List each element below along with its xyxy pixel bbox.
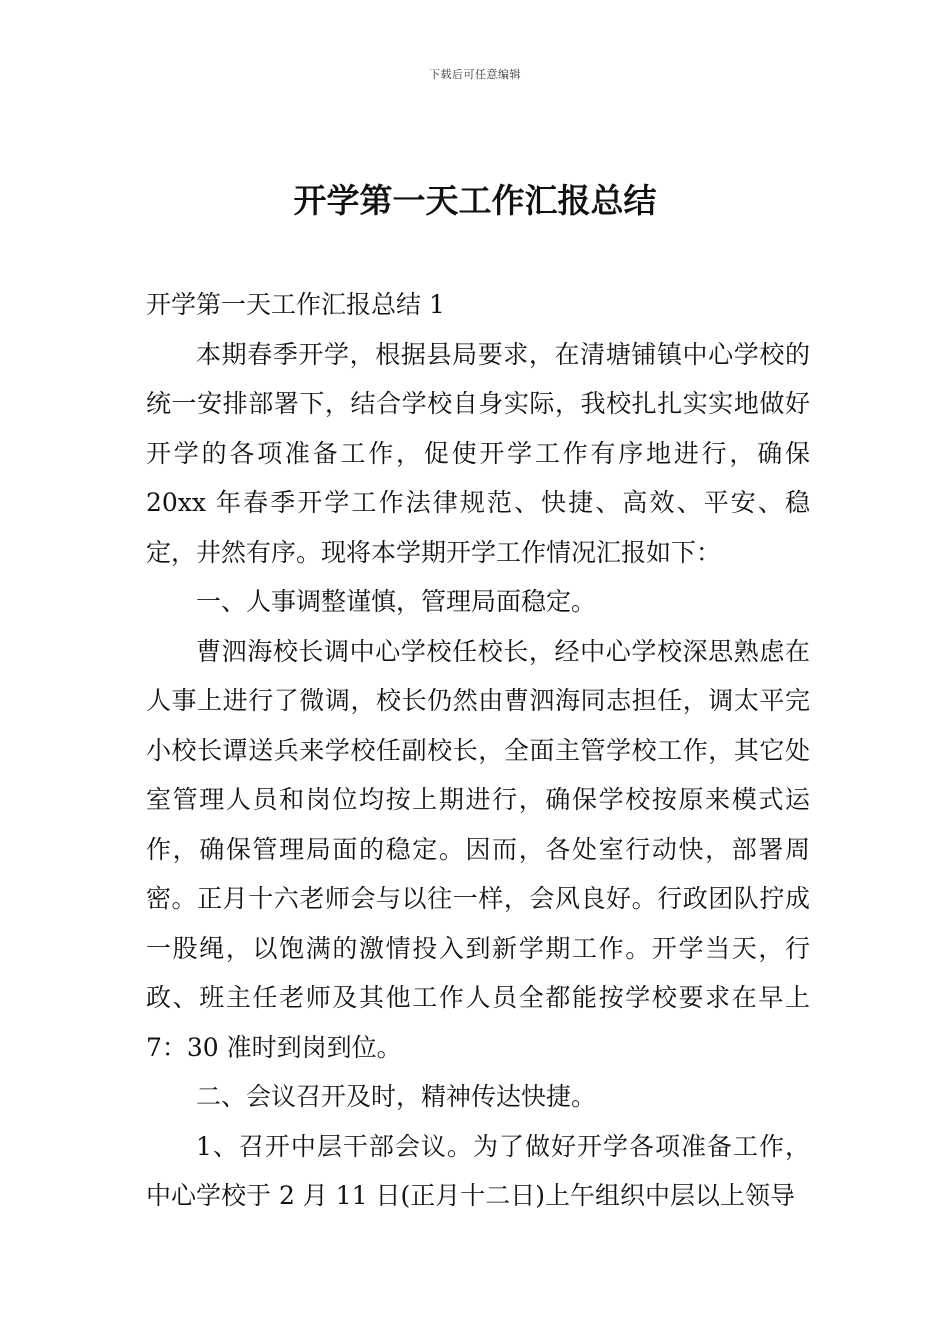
document-body [146, 280, 810, 1221]
heading-personnel: 一、人事调整谨慎，管理局面稳定。 [196, 587, 597, 616]
paragraph-personnel: 曹泗海校长调中心学校任校长，经中心学校深思熟虑在人事上进行了微调，校长仍然由曹泗海同志担任，调太平完小校长谭送兵来学校任副校长，全面主管学校工作，其它处室管理人员和岗位均按上期进行，确保学校按原来模式运作，确保管理局面的稳定。因而，各处室行动快，部署周密。正月十六老师会与以往一样，会风良好。行政团队拧成一股绳，以饱满的激情投入到新学期工作。开学当天，行政、班主任老师及其他工作人员全都能按学校要求在早上 7：30 准时到岗到位。 [146, 636, 810, 1062]
paragraph-intro: 本期春季开学，根据县局要求，在清塘铺镇中心学校的统一安排部署下，结合学校自身实际，我校扎扎实实地做好开学的各项准备工作，促使开学工作有序地进行，确保 20xx 年春季开学工作法律规范、快捷、高效、平安、稳定，井然有序。现将本学期开学工作情况汇报如下： [146, 339, 810, 567]
heading-meetings: 二、会议召开及时，精神传达快捷。 [196, 1082, 597, 1111]
paragraph-meetings: 1、召开中层干部会议。为了做好开学各项准备工作，中心学校于 2 月 11 日(正月十二日)上午组织中层以上领导 [146, 1131, 810, 1210]
section-subheading: 开学第一天工作汇报总结 1 [146, 290, 445, 319]
document-title: 开学第一天工作汇报总结 [293, 181, 657, 220]
header-note: 下载后可任意编辑 [429, 68, 521, 81]
